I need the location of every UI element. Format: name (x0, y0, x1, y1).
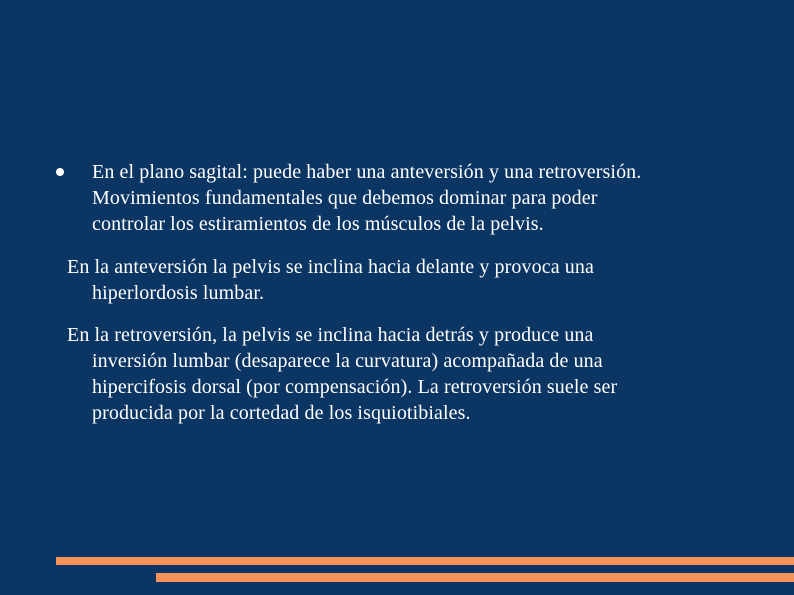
text-line: En la retroversión, la pelvis se inclina hacia detrás y produce una (67, 324, 594, 346)
text-line: En el plano sagital: puede haber una anteversión y una retroversión. (92, 161, 642, 183)
text-line: producida por la cortedad de los isquiotibiales. (92, 402, 471, 424)
decorative-bar-bottom (156, 573, 794, 582)
text-line: Movimientos fundamentales que debemos dominar para poder (92, 187, 598, 209)
text-line: hiperlordosis lumbar. (92, 282, 265, 304)
bullet-dot-icon (56, 168, 64, 176)
text-line: controlar los estiramientos de los músculos de la pelvis. (92, 213, 544, 235)
text-line: hipercifosis dorsal (por compensación). La retroversión suele ser (92, 376, 618, 398)
paragraph-anteversion (67, 254, 594, 306)
decorative-bar-top (56, 557, 794, 565)
text-line: En la anteversión la pelvis se inclina hacia delante y provoca una (67, 256, 594, 278)
text-line: inversión lumbar (desaparece la curvatura) acompañada de una (92, 350, 603, 372)
paragraph-retroversion (67, 322, 617, 426)
bullet-item-text (92, 159, 641, 237)
